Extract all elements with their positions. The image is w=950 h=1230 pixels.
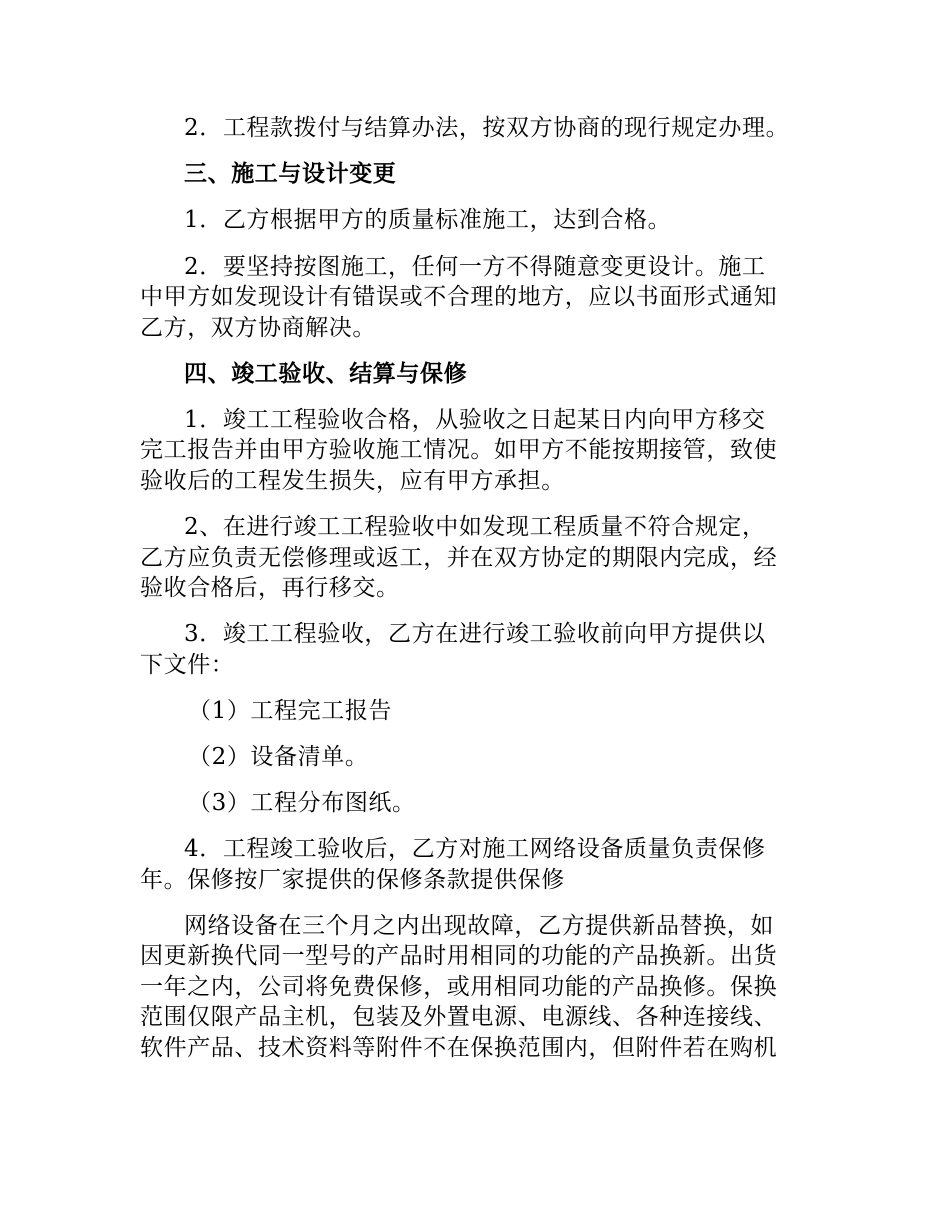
body-line: 年。保修按厂家提供的保修条款提供保修 [140, 867, 565, 893]
section-heading: 四、竣工验收、结算与保修 [184, 360, 468, 387]
body-line: 2、在进行竣工工程验收中如发现工程质量不符合规定， [184, 514, 766, 540]
body-line: 1．竣工工程验收合格，从验收之日起某日内向甲方移交 [184, 407, 766, 433]
body-line: 一年之内，公司将免费保修，或用相同功能的产品换修。保换 [140, 974, 778, 1000]
body-line: 乙方应负责无偿修理或返工，并在双方协定的期限内完成，经 [140, 545, 778, 571]
body-line: 因更新换代同一型号的产品时用相同的功能的产品换新。出货 [140, 943, 778, 969]
body-line: 1．乙方根据甲方的质量标准施工，达到合格。 [184, 207, 672, 233]
body-line: 2．工程款拨付与结算办法，按双方协商的现行规定办理。 [184, 115, 790, 141]
body-line: 验收合格后，再行移交。 [140, 575, 400, 601]
section-heading: 三、施工与设计变更 [184, 160, 397, 187]
body-line: 2．要坚持按图施工，任何一方不得随意变更设计。施工 [184, 254, 766, 280]
list-item: （2）设备清单。 [188, 744, 369, 770]
body-line: 下文件： [140, 652, 235, 678]
body-line: 3．竣工工程验收，乙方在进行竣工验收前向甲方提供以 [184, 621, 766, 647]
list-item: （1）工程完工报告 [188, 698, 393, 724]
body-line: 中甲方如发现设计有错误或不合理的地方，应以书面形式通知 [140, 284, 778, 310]
body-line: 范围仅限产品主机，包装及外置电源、电源线、各种连接线、 [140, 1004, 778, 1030]
body-line: 完工报告并由甲方验收施工情况。如甲方不能按期接管，致使 [140, 437, 778, 463]
body-line: 验收后的工程发生损失，应有甲方承担。 [140, 468, 565, 494]
body-line: 4．工程竣工验收后，乙方对施工网络设备质量负责保修 [184, 836, 766, 862]
body-line: 软件产品、技术资料等附件不在保换范围内，但附件若在购机 [140, 1035, 778, 1061]
body-line: 乙方，双方协商解决。 [140, 315, 376, 341]
list-item: （3）工程分布图纸。 [188, 790, 416, 816]
body-line: 网络设备在三个月之内出现故障，乙方提供新品替换，如 [184, 913, 774, 939]
